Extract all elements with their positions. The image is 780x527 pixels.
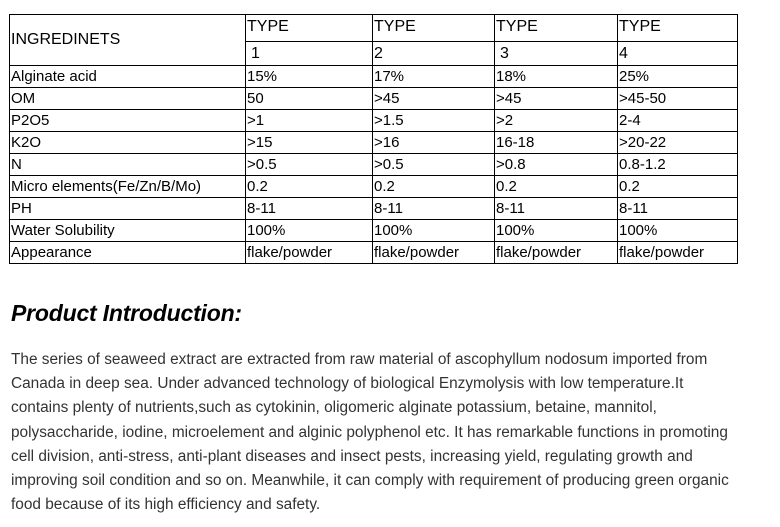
- ingredient-value: 2-4: [618, 110, 738, 132]
- type-header: TYPE: [373, 15, 495, 42]
- ingredient-value: 8-11: [246, 198, 373, 220]
- ingredient-value: >0.8: [495, 154, 618, 176]
- type-number: 1: [246, 42, 373, 66]
- paragraph-line: contains plenty of nutrients,such as cytokinin, oligomeric alginate potassium, betaine, mannitol,: [11, 399, 657, 417]
- ingredient-name: N: [10, 154, 246, 176]
- ingredient-value: 8-11: [495, 198, 618, 220]
- paragraph-line: Canada in deep sea. Under advanced technology of biological Enzymolysis with low temperature.It: [11, 375, 684, 393]
- table-row: [10, 154, 738, 176]
- ingredient-value: 0.2: [495, 176, 618, 198]
- ingredient-name: PH: [10, 198, 246, 220]
- ingredient-value: 8-11: [618, 198, 738, 220]
- type-number: 4: [618, 42, 738, 66]
- ingredient-value: flake/powder: [618, 242, 738, 264]
- ingredient-value: 17%: [373, 66, 495, 88]
- table-header-row: [10, 15, 738, 42]
- table-row: [10, 110, 738, 132]
- ingredient-value: >45: [495, 88, 618, 110]
- ingredient-value: 16-18: [495, 132, 618, 154]
- type-header: TYPE: [495, 15, 618, 42]
- paragraph-line: improving soil condition and so on. Meanwhile, it can comply with requirement of producing green organic: [11, 472, 729, 490]
- type-header: TYPE: [246, 15, 373, 42]
- ingredient-value: 0.8-1.2: [618, 154, 738, 176]
- ingredient-value: 100%: [246, 220, 373, 242]
- ingredient-name: Micro elements(Fe/Zn/B/Mo): [10, 176, 246, 198]
- ingredient-value: >20-22: [618, 132, 738, 154]
- ingredient-value: 18%: [495, 66, 618, 88]
- ingredient-name: Water Solubility: [10, 220, 246, 242]
- paragraph-line: The series of seaweed extract are extracted from raw material of ascophyllum nodosum imported from: [11, 351, 708, 368]
- type-number: 3: [495, 42, 618, 66]
- table-row: [10, 176, 738, 198]
- ingredient-value: flake/powder: [373, 242, 495, 264]
- ingredient-value: >0.5: [246, 154, 373, 176]
- ingredient-value: flake/powder: [495, 242, 618, 264]
- ingredient-value: >45-50: [618, 88, 738, 110]
- paragraph-line: cell division, anti-stress, anti-plant diseases and insect pests, increasing yield, regulating growth and: [11, 447, 693, 465]
- paragraph-line: polysaccharide, iodine, microelement and alginic polyphenol etc. It has remarkable functions in promoting: [11, 423, 728, 441]
- table-row: [10, 88, 738, 110]
- ingredient-value: 15%: [246, 66, 373, 88]
- ingredient-value: 100%: [373, 220, 495, 242]
- ingredient-value: >0.5: [373, 154, 495, 176]
- ingredient-value: >1.5: [373, 110, 495, 132]
- ingredient-name: P2O5: [10, 110, 246, 132]
- ingredient-value: >16: [373, 132, 495, 154]
- ingredient-value: 0.2: [618, 176, 738, 198]
- table-row: [10, 220, 738, 242]
- ingredient-value: 25%: [618, 66, 738, 88]
- ingredient-name: OM: [10, 88, 246, 110]
- intro-paragraph: [11, 348, 771, 517]
- table-row: [10, 66, 738, 88]
- ingredient-value: >15: [246, 132, 373, 154]
- table-row: [10, 132, 738, 154]
- paragraph-line: food because of its high efficiency and safety.: [11, 496, 321, 514]
- ingredient-value: >2: [495, 110, 618, 132]
- ingredient-value: 8-11: [373, 198, 495, 220]
- section-heading: Product Introduction:: [11, 300, 242, 326]
- ingredient-name: Appearance: [10, 242, 246, 264]
- ingredient-value: >45: [373, 88, 495, 110]
- ingredients-table: [9, 14, 738, 264]
- ingredient-value: >1: [246, 110, 373, 132]
- ingredient-value: 0.2: [246, 176, 373, 198]
- table-row: [10, 242, 738, 264]
- ingredient-name: Alginate acid: [10, 66, 246, 88]
- ingredients-header: INGREDINETS: [10, 15, 246, 66]
- type-header: TYPE: [618, 15, 738, 42]
- table-row: [10, 198, 738, 220]
- ingredient-name: K2O: [10, 132, 246, 154]
- ingredient-value: flake/powder: [246, 242, 373, 264]
- type-number: 2: [373, 42, 495, 66]
- ingredient-value: 0.2: [373, 176, 495, 198]
- ingredient-value: 50: [246, 88, 373, 110]
- ingredient-value: 100%: [495, 220, 618, 242]
- ingredient-value: 100%: [618, 220, 738, 242]
